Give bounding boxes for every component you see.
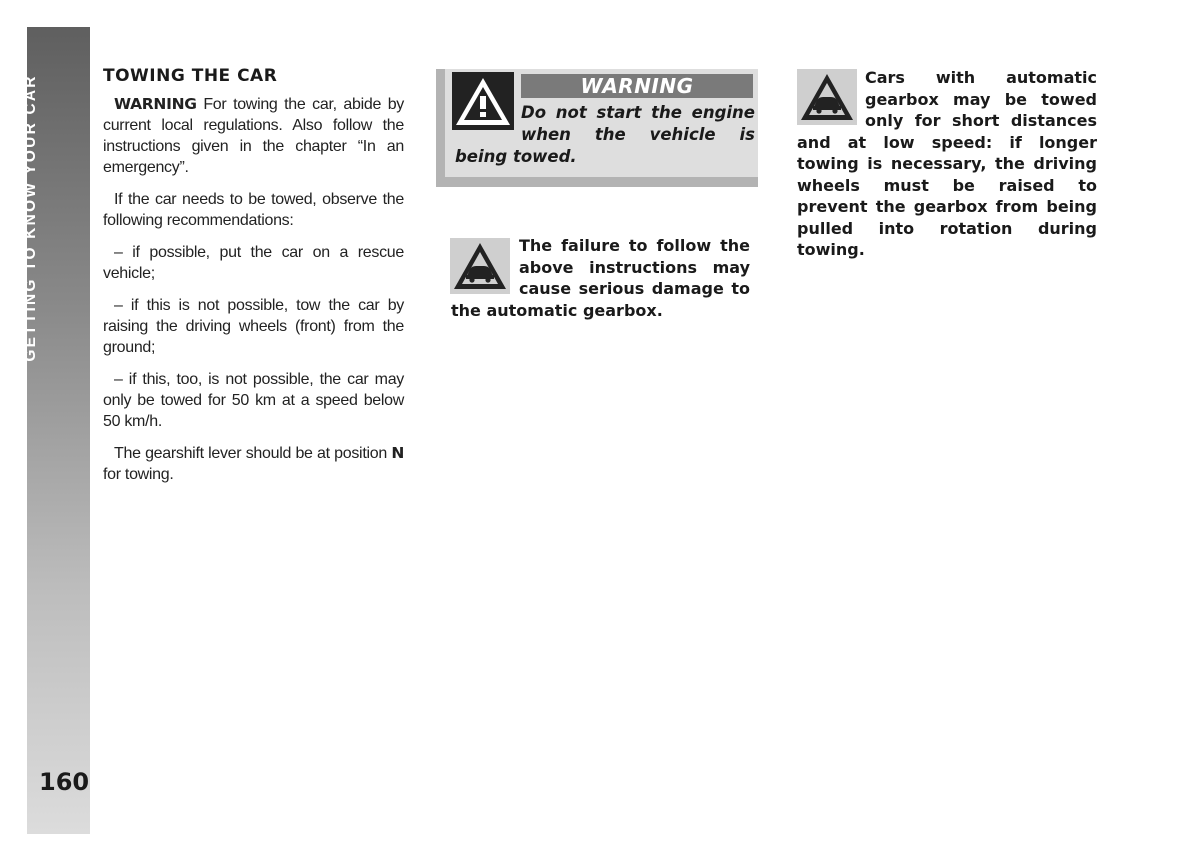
warning-label: WARNING bbox=[114, 95, 197, 113]
note-gearbox-damage bbox=[451, 235, 750, 321]
gearshift-text-end: for towing. bbox=[103, 466, 174, 483]
warning-box-text-container bbox=[455, 102, 755, 168]
note-automatic-gearbox-towing-text: Cars with automatic gearbox may be towed only for short distances and at low speed: if longer towing is necessary, the driving wheels must be raised to prevent the gearbox from being pulled into rotation during towing. bbox=[797, 68, 1097, 259]
list-item bbox=[103, 295, 404, 358]
paragraph-warning bbox=[103, 94, 404, 178]
section-heading: TOWING THE CAR bbox=[103, 66, 278, 86]
towing-section bbox=[103, 66, 404, 496]
list-item-text: – if this, too, is not possible, the car may only be towed for 50 km at a speed below 50 km/h. bbox=[103, 371, 404, 430]
paragraph-warning-text: For towing the car, abide by current local regulations. Also follow the instructions given in the chapter “In an emergency”. bbox=[103, 96, 404, 176]
list-item-text: – if this is not possible, tow the car by raising the driving wheels (front) from the ground; bbox=[103, 297, 404, 356]
note-automatic-gearbox-towing bbox=[797, 67, 1097, 261]
gearshift-text: The gearshift lever should be at position bbox=[114, 445, 392, 462]
warning-box-text: Do not start the engine when the vehicle is being towed. bbox=[455, 103, 755, 166]
note-gearbox-damage-text: The failure to follow the above instructions may cause serious damage to the automatic gearbox. bbox=[451, 236, 750, 320]
chapter-title-text: GETTING TO KNOW YOUR CAR bbox=[22, 74, 39, 362]
page-number: 160 bbox=[39, 768, 90, 796]
paragraph-intro bbox=[103, 189, 404, 231]
gear-position: N bbox=[391, 444, 404, 462]
warning-box-title: WARNING bbox=[521, 74, 753, 98]
list-item bbox=[103, 369, 404, 432]
paragraph-gearshift bbox=[103, 443, 404, 485]
list-item bbox=[103, 242, 404, 284]
list-item-text: – if possible, put the car on a rescue vehicle; bbox=[103, 244, 404, 282]
paragraph-intro-text: If the car needs to be towed, observe the following recommendations: bbox=[103, 191, 404, 229]
